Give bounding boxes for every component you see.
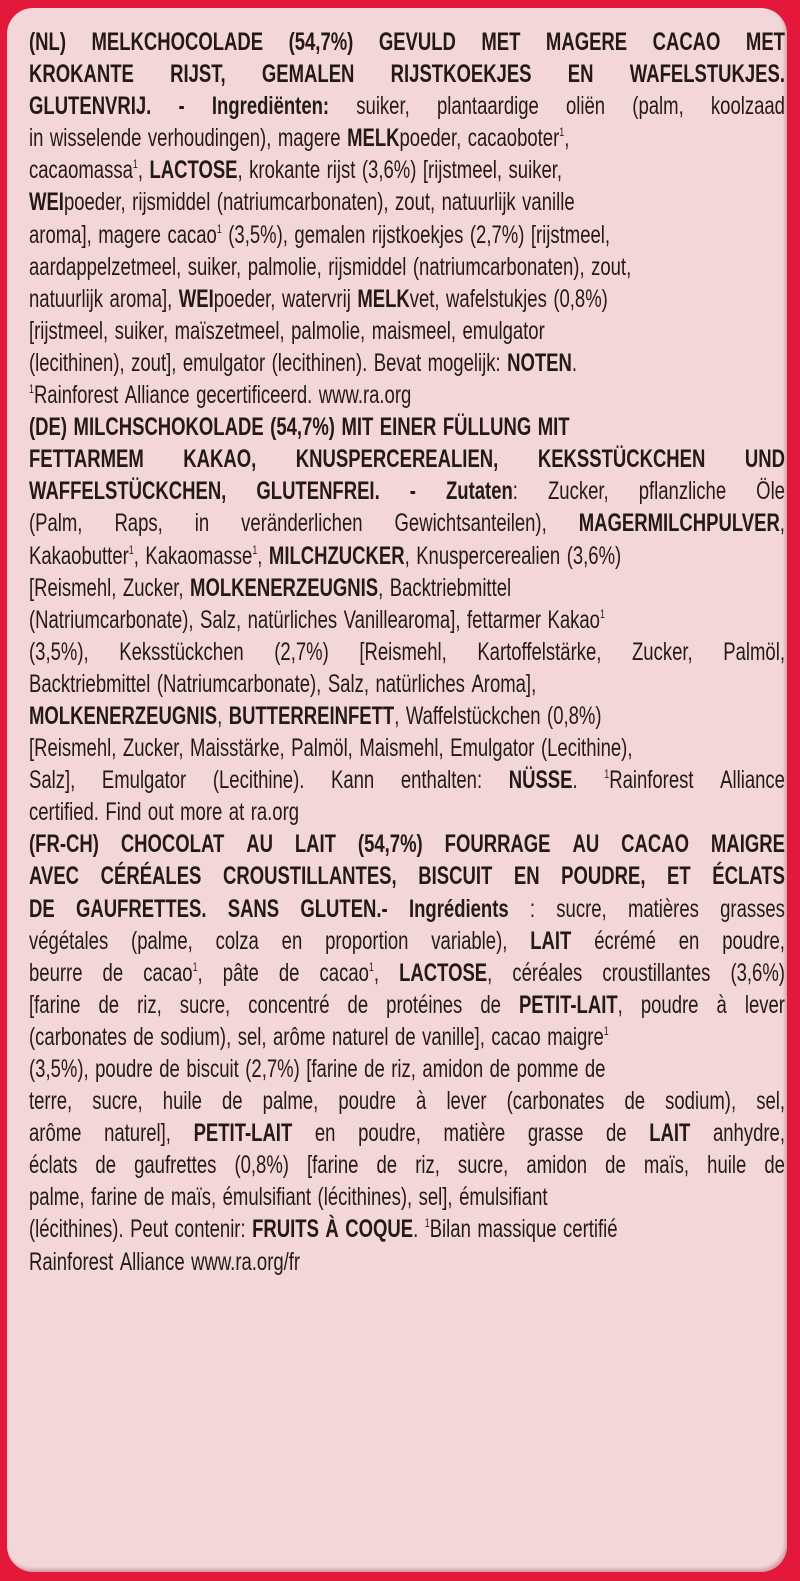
text-line: aardappelzetmeel, suiker, palmolie, rijsmiddel (natriumcarbonaten), zout, bbox=[29, 252, 632, 281]
text-line: cacaomassa$^1$, LACTOSE, krokante rijst (3,6%) [rijstmeel, suiker, bbox=[29, 156, 563, 185]
footnote-marker: 1 bbox=[132, 157, 138, 172]
ingredients-text bbox=[29, 26, 785, 1278]
text-line: éclats de gaufrettes (0,8%) [farine de riz, sucre, amidon de maïs, huile de bbox=[29, 1151, 785, 1180]
text-line: in wisselende verhoudingen), magere MELKpoeder, cacaoboter$^1$, bbox=[29, 124, 570, 153]
footnote-marker: 1 bbox=[599, 606, 605, 621]
text-line: Kakaobutter$^1$, Kakaomasse$^1$, MILCHZUCKER, Knuspercerealien (3,6%) bbox=[29, 541, 622, 570]
text-line: [Reismehl, Zucker, Maisstärke, Palmöl, Maismehl, Emulgator (Lecithine), bbox=[29, 734, 633, 763]
text-line: végétales (palme, colza en proportion variable), LAIT écrémé en poudre, bbox=[29, 926, 785, 955]
ingredients-label-panel bbox=[7, 8, 787, 1572]
text-line: Rainforest Alliance www.ra.org/fr bbox=[29, 1247, 301, 1276]
text-line: [farine de riz, sucre, concentré de protéines de PETIT-LAIT, poudre à lever bbox=[29, 990, 785, 1019]
text-line: [rijstmeel, suiker, maïszetmeel, palmolie, maismeel, emulgator bbox=[29, 316, 545, 345]
text-line: WEIpoeder, rijsmiddel (natriumcarbonaten), zout, natuurlijk vanille bbox=[29, 188, 575, 217]
footnote-marker: 1 bbox=[603, 1023, 609, 1038]
text-line: AVEC CÉRÉALES CROUSTILLANTES, BISCUIT EN POUDRE, ET ÉCLATS bbox=[29, 862, 785, 891]
text-line: natuurlijk aroma], WEIpoeder, watervrij MELKvet, wafelstukjes (0,8%) bbox=[29, 284, 608, 313]
text-line: beurre de cacao$^1$, pâte de cacao$^1$, LACTOSE, céréales croustillantes (3,6%) bbox=[29, 958, 785, 987]
text-line: (NL) MELKCHOCOLADE (54,7%) GEVULD MET MAGERE CACAO MET bbox=[29, 28, 785, 56]
text-line: aroma], magere cacao$^1$ (3,5%), gemalen rijstkoekjes (2,7%) [rijstmeel, bbox=[29, 220, 611, 249]
text-line: (Natriumcarbonate), Salz, natürliches Vanillearoma], fettarmer Kakao$^1$ bbox=[29, 605, 605, 634]
footnote-marker: 1 bbox=[368, 959, 374, 974]
text-line: terre, sucre, huile de palme, poudre à lever (carbonates de sodium), sel, bbox=[29, 1087, 785, 1116]
footnote-marker: 1 bbox=[192, 959, 198, 974]
text-line: certified. Find out more at ra.org bbox=[29, 798, 300, 827]
text-line: KROKANTE RIJST, GEMALEN RIJSTKOEKJES EN WAFELSTUKJES. bbox=[29, 60, 785, 89]
text-line: [Reismehl, Zucker, MOLKENERZEUGNIS, Backtriebmittel bbox=[29, 573, 512, 602]
text-line: (FR-CH) CHOCOLAT AU LAIT (54,7%) FOURRAGE AU CACAO MAIGRE bbox=[29, 830, 785, 859]
text-line: DE GAUFRETTES. SANS GLUTEN.- Ingrédients : sucre, matières grasses bbox=[29, 894, 785, 923]
footnote-marker: 1 bbox=[252, 542, 258, 557]
text-line: (Palm, Raps, in veränderlichen Gewichtsanteilen), MAGERMILCHPULVER, bbox=[29, 509, 785, 538]
text-line: WAFFELSTÜCKCHEN, GLUTENFREI. - Zutaten: Zucker, pflanzliche Öle bbox=[29, 477, 785, 506]
ingredients-section-fr-ch bbox=[29, 828, 785, 1277]
footnote-marker: 1 bbox=[29, 382, 34, 397]
text-line: (carbonates de sodium), sel, arôme naturel de vanille], cacao maigre$^1$ bbox=[29, 1022, 609, 1051]
ingredients-section-de bbox=[29, 411, 785, 828]
text-line: (lécithines). Peut contenir: FRUITS À COQUE. $^1$Bilan massique certifié bbox=[29, 1215, 618, 1244]
footnote-marker: 1 bbox=[128, 542, 134, 557]
footnote-marker: 1 bbox=[604, 767, 610, 782]
text-line: MOLKENERZEUGNIS, BUTTERREINFETT, Waffelstückchen (0,8%) bbox=[29, 701, 602, 730]
footnote-marker: 1 bbox=[216, 221, 222, 236]
text-line: palme, farine de maïs, émulsifiant (lécithines), sel], émulsifiant bbox=[29, 1183, 548, 1212]
text-line: arôme naturel], PETIT-LAIT en poudre, matière grasse de LAIT anhydre, bbox=[29, 1119, 785, 1148]
text-line: (DE) MILCHSCHOKOLADE (54,7%) MIT EINER FÜLLUNG MIT bbox=[29, 413, 570, 442]
footnote-marker: 1 bbox=[424, 1216, 430, 1231]
text-line: FETTARMEM KAKAO, KNUSPERCEREALIEN, KEKSSTÜCKCHEN UND bbox=[29, 445, 785, 474]
text-line: (3,5%), poudre de biscuit (2,7%) [farine de riz, amidon de pomme de bbox=[29, 1055, 606, 1083]
text-line: (lecithinen), zout], emulgator (lecithinen). Bevat mogelijk: NOTEN. bbox=[29, 348, 577, 377]
text-line: Salz], Emulgator (Lecithine). Kann enthalten: NÜSSE. $^1$Rainforest Alliance bbox=[29, 766, 785, 795]
text-line: $^1$Rainforest Alliance gecertificeerd. www.ra.org bbox=[29, 381, 412, 410]
footnote-marker: 1 bbox=[559, 125, 565, 140]
text-line: Backtriebmittel (Natriumcarbonate), Salz, natürliches Aroma], bbox=[29, 669, 537, 698]
text-line: GLUTENVRIJ. - Ingrediënten: suiker, plantaardige oliën (palm, koolzaad bbox=[29, 92, 785, 121]
text-line: (3,5%), Keksstückchen (2,7%) [Reismehl, Kartoffelstärke, Zucker, Palmöl, bbox=[29, 637, 785, 666]
ingredients-section-nl bbox=[29, 26, 785, 411]
